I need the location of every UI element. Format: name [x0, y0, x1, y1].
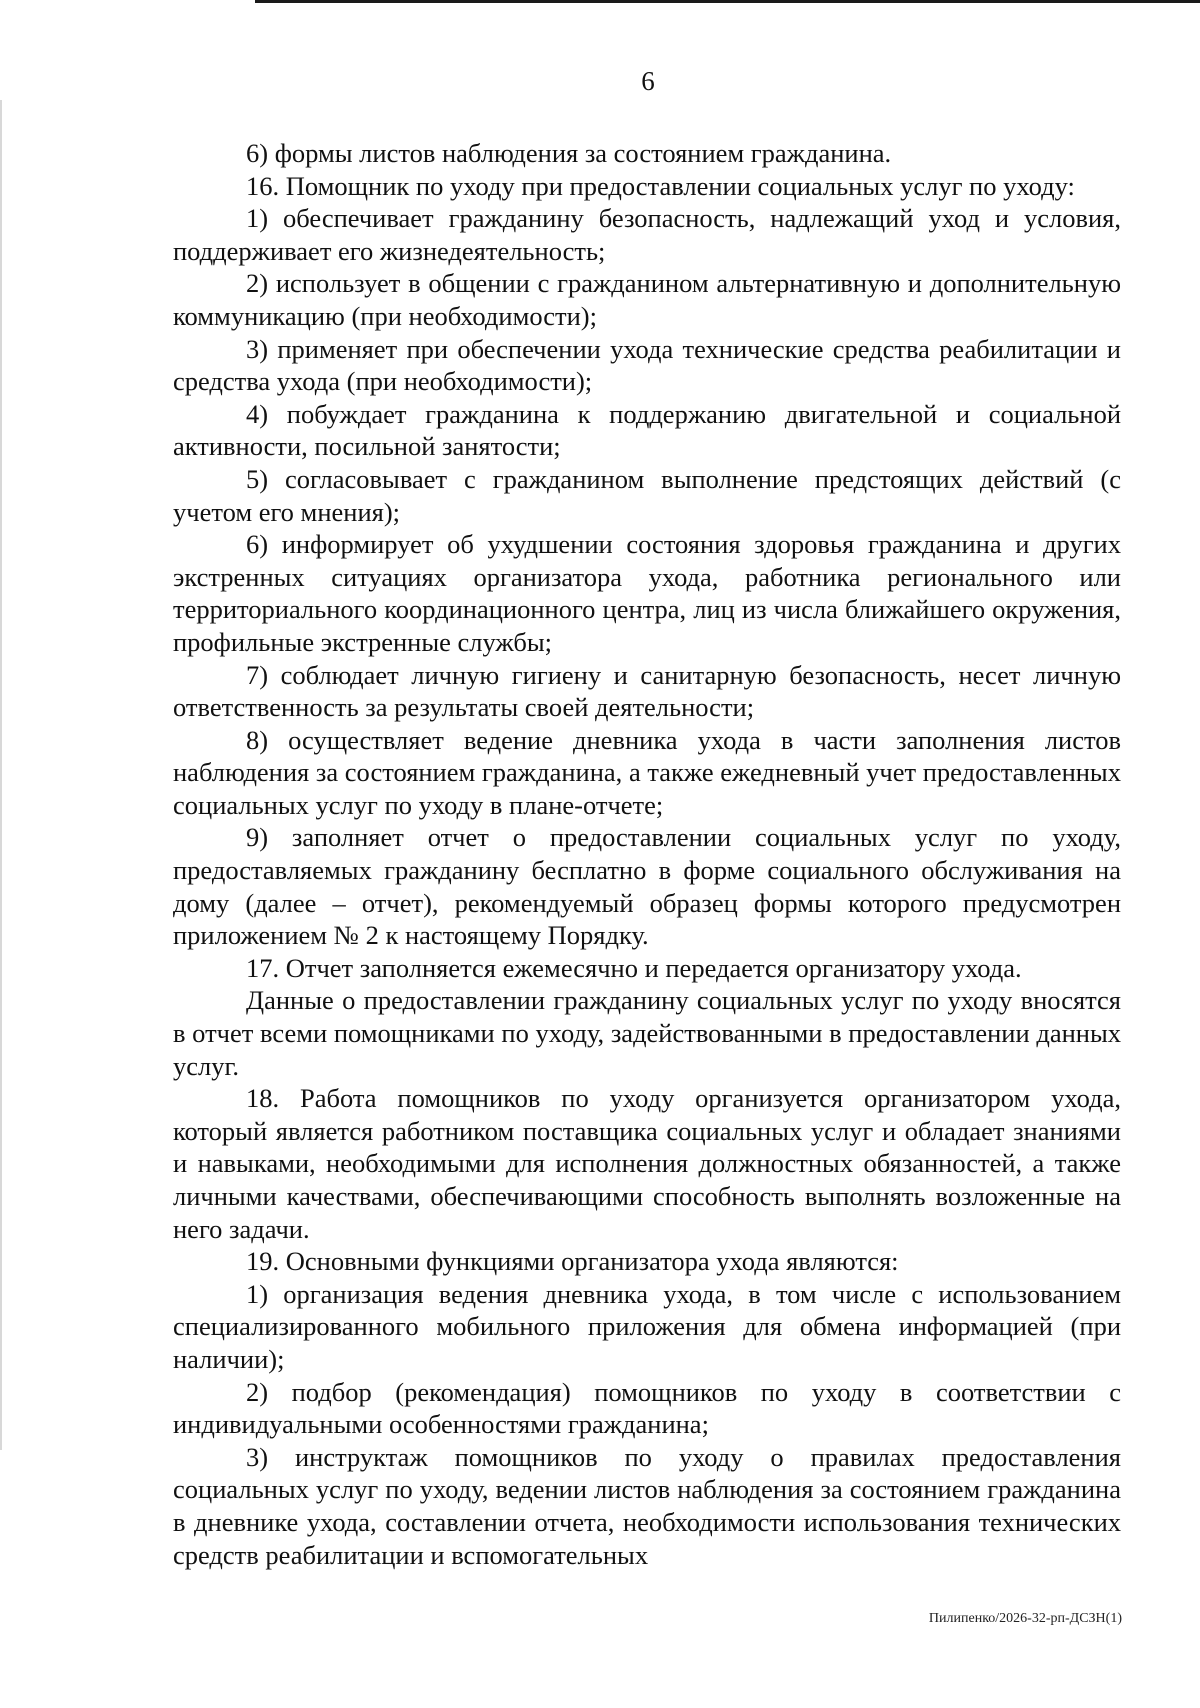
paragraph: 5) согласовывает с гражданином выполнение предстоящих действий (с учетом его мнения); [173, 463, 1121, 527]
paragraph: 3) применяет при обеспечении ухода технические средства реабилитации и средства ухода (при необходимости); [173, 333, 1121, 397]
paragraph: 19. Основными функциями организатора ухода являются: [246, 1246, 899, 1277]
paragraph: Данные о предоставлении гражданину социальных услуг по уходу вносятся в отчет всеми помощниками по уходу, задействованными в предоставлении данных услуг. [173, 985, 1121, 1081]
paragraph: 16. Помощник по уходу при предоставлении социальных услуг по уходу: [246, 170, 1075, 201]
paragraph: 8) осуществляет ведение дневника ухода в части заполнения листов наблюдения за состоянием гражданина, а также ежедневный учет предоставленных социальных услуг по уходу в плане-отчете; [173, 724, 1121, 820]
paragraph: 1) организация ведения дневника ухода, в том числе с использованием специализированного мобильного приложения для обмена информацией (при наличии); [173, 1278, 1121, 1374]
paragraph: 7) соблюдает личную гигиену и санитарную безопасность, несет личную ответственность за результаты своей деятельности; [173, 659, 1121, 723]
paragraph: 4) побуждает гражданина к поддержанию двигательной и социальной активности, посильной занятости; [173, 398, 1121, 462]
paragraph: 2) использует в общении с гражданином альтернативную и дополнительную коммуникацию (при необходимости); [173, 268, 1121, 331]
paragraph: 1) обеспечивает гражданину безопасность, надлежащий уход и условия, поддерживает его жизнедеятельность; [173, 203, 1121, 266]
paragraph: 2) подбор (рекомендация) помощников по уходу в соответствии с индивидуальными особенностями гражданина; [173, 1376, 1121, 1440]
document-body [173, 137, 1121, 1571]
page-number: 6 [641, 66, 655, 96]
paragraph: 17. Отчет заполняется ежемесячно и передается организатору ухода. [246, 952, 1022, 983]
document-reference-footer: Пилипенко/2026-32-рп-ДСЗН(1) [928, 1611, 1122, 1626]
paragraph: 9) заполняет отчет о предоставлении социальных услуг по уходу, предоставляемых гражданину бесплатно в форме социального обслуживания на дому (далее – отчет), рекомендуемый образец формы которого предусмотрен приложением № 2 к настоящему Порядку. [173, 822, 1121, 951]
scan-top-edge [255, 0, 1200, 3]
paragraph: 6) формы листов наблюдения за состоянием гражданина. [246, 138, 892, 168]
paragraph: 3) инструктаж помощников по уходу о правилах предоставления социальных услуг по уходу, ведении листов наблюдения за состоянием гражданина в дневнике ухода, составлении отчета, необходимости использования технических средств реабилитации и вспомогательных [173, 1441, 1121, 1570]
paragraph: 18. Работа помощников по уходу организуется организатором ухода, который является работником поставщика социальных услуг и обладает знаниями и навыками, необходимыми для исполнения должностных обязанностей, а также личными качествами, обеспечивающими способность выполнять возложенные на него задачи. [173, 1083, 1121, 1244]
paragraph: 6) информирует об ухудшении состояния здоровья гражданина и других экстренных ситуациях организатора ухода, работника регионального или территориального координационного центра, лиц из числа ближайшего окружения, профильные экстренные службы; [173, 529, 1121, 657]
scan-left-edge [0, 100, 2, 1450]
